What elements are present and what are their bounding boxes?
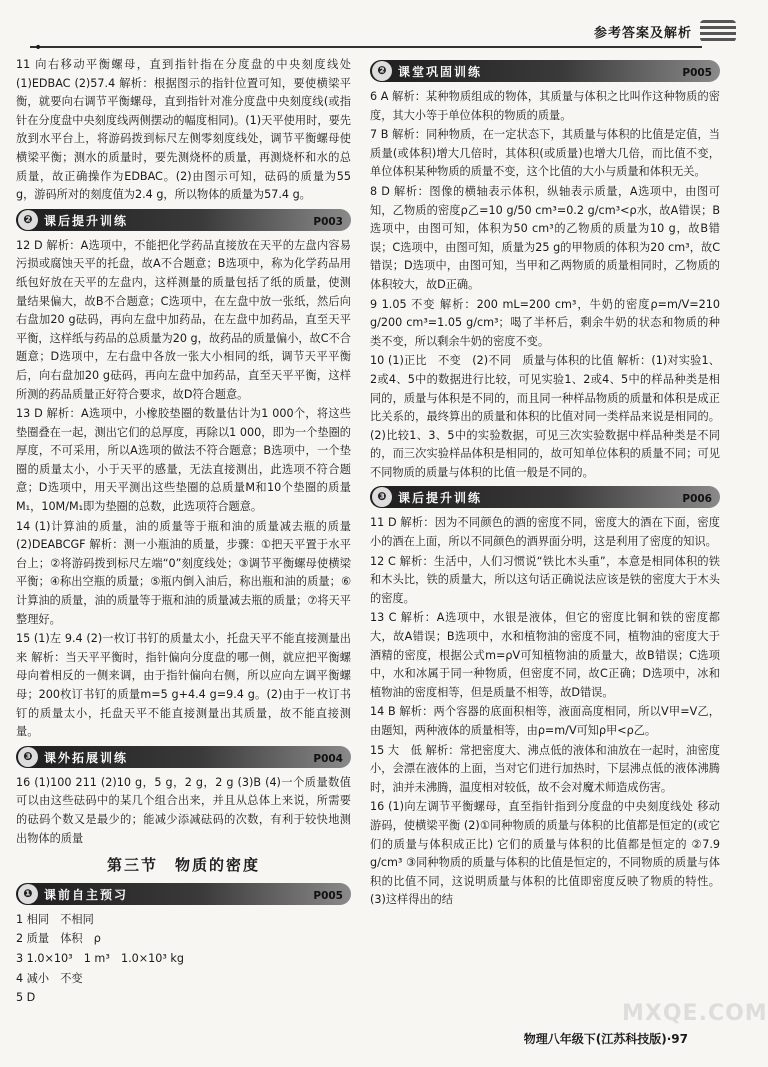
- answer-item: 14 (1)计算油的质量，油的质量等于瓶和油的质量减去瓶的质量 (2)DEABCGF 解析：测一小瓶油的质量，步骤：①把天平置于水平台上；②将游码拨到标尺左端“0”刻度线处；③调节平衡螺母使横梁平衡；④称出空瓶的质量；⑤瓶内倒入油后，称出瓶和油的质量；⑥计算油的质量，油的质量等于瓶和油的质量减去瓶的质量；⑦将天平整理好。: [16, 519, 351, 626]
- section-number-icon: ❶: [18, 884, 38, 904]
- section-band-page: P003: [313, 215, 343, 228]
- section-band-label: 课后提升训练: [44, 213, 129, 228]
- answer-item: 10 (1)正比 不变 (2)不同 质量与体积的比值 解析：(1)对实验1、2或4、5中的数据进行比较，可见实验1、2或4、5中的样品种类是相同的，质量与体积是不同的，而且同一种样品物质的质量和体积是成正比关系的，最终算出的质量和体积的比值对同一类样品来说是相同的。(2)比较1、3、5中的实验数据，可见三次实验数据中样品种类是不同的，而三次实验样品体积是相同的，故可知单位体积的质量不同；可见不同物质的质量与体积的比值一般是不同的。: [370, 354, 720, 479]
- section-band-page: P006: [682, 493, 712, 506]
- section-band-label: 课前自主预习: [44, 887, 129, 902]
- header-rule: [30, 46, 702, 48]
- section-band: [16, 746, 351, 768]
- answer-item: 11 向右移动平衡螺母，直到指针指在分度盘的中央刻度线处 (1)EDBAC (2)57.4 解析：根据图示的指针位置可知，要使横梁平衡，就要向右调节平衡螺母，直到指针对准分度盘中央刻度线(或指针在分度盘中央刻度线两侧摆动的幅度相同)。(1)天平使用时，要先放到水平台上，将游码拨到标尺左侧零刻度线处，调节平衡螺母使横梁平衡；测水的质量时，要先测烧杯的质量，再测烧杯和水的总质量，故正确操作为EDBAC。(2)由图示可知，砝码的质量为55 g，游码所对的刻度值为2.4 g，所以物体的质量为57.4 g。: [16, 58, 351, 202]
- answer-item: 15 大 低 解析：常把密度大、沸点低的液体和油放在一起时，油密度小，会漂在液体的上面，当对它们进行加热时，下层沸点低的液体沸腾时，油并未沸腾，温度相对较低，故不会对魔术师造成伤害。: [370, 743, 720, 794]
- section-number-icon: ❷: [18, 210, 38, 230]
- section-band-label: 课外拓展训练: [44, 750, 129, 765]
- left-column: [16, 56, 351, 1009]
- section-band: [16, 883, 351, 905]
- section-number-icon: ❷: [372, 61, 392, 81]
- answer-item: 2 质量 体积 ρ: [16, 932, 101, 946]
- section-band-label: 课堂巩固训练: [398, 65, 483, 79]
- section-band: [370, 486, 720, 508]
- page-header-title: 参考答案及解析: [593, 26, 692, 41]
- answer-item: 16 (1)100 211 (2)10 g，5 g，2 g，2 g (3)B (4)一个质量数值可以由这些砝码中的某几个组合出来，并且从总体上来说，所需要的砝码个数又是最少的；能减少添减砝码的次数，有利于较快地测出物体的质量: [16, 775, 351, 845]
- section-title: 第三节 物质的密度: [106, 856, 260, 875]
- section-band-label: 课后提升训练: [398, 491, 483, 506]
- answer-item: 12 D 解析：A选项中，不能把化学药品直接放在天平的左盘内容易污损或腐蚀天平的托盘，故A不合题意；B选项中，称为化学药品用纸包好放在天平的左盘内，这样测量的质量包括了纸的质量，使测量结果偏大，故B不合题意；C选项中，在左盘中放一张纸，然后向右盘加20 g砝码，再向左盘中加药品，在左盘中加药品，直至天平平衡，这样纸与药品的总质量为20 g，故药品的质量偏小，故C不合题意；D选项中，左右盘中各放一张大小相同的纸，调节天平平衡后，向右盘加20 g砝码，再向左盘中加药品，直至天平平衡，这样所测的药品质量正好符合要求，故D符合题意。: [16, 238, 351, 401]
- answer-item: 7 B 解析：同种物质，在一定状态下，其质量与体积的比值是定值，当质量(或体积)增大几倍时，其体积(或质量)也增大几倍，而比值不变，单位体积某种物质的质量不变，这个比值的大小与质量和体积无关。: [370, 128, 720, 179]
- answer-item: 15 (1)左 9.4 (2)一枚订书钉的质量太小，托盘天平不能直接测量出来 解析：当天平平衡时，指针偏向分度盘的哪一侧，就应把平衡螺母向着相反的一侧来调，由于指针偏向右侧，所以应向左调平衡螺母；200枚订书钉的质量m=5 g+4.4 g=9.4 g。(2)由于一枚订书钉的质量太小，托盘天平不能直接测量出其质量，故不能直接测量。: [16, 632, 351, 739]
- header-stripes-decoration: [700, 20, 736, 42]
- answer-item: 5 D: [16, 991, 36, 1005]
- section-band-page: P005: [682, 67, 712, 79]
- watermark-logo: MXQE.COM: [622, 1001, 768, 1026]
- answer-item: 8 D 解析：图像的横轴表示体积，纵轴表示质量，A选项中，由图可知，乙物质的密度ρ乙=10 g/50 cm³=0.2 g/cm³<ρ水，故A错误；B选项中，由图可知，体积为50 cm³的乙物质的质量为10 g，故B错误；C选项中，由图可知，质量为25 g的甲物质的体积为20 cm³，故C错误；D选项中，由图可知，当甲和乙两物质的质量相同时，乙物质的体积较大，故D正确。: [370, 184, 720, 291]
- section-band: [16, 209, 351, 231]
- answer-item: 6 A 解析：某种物质组成的物体，其质量与体积之比叫作这种物质的密度，其大小等于单位体积的物质的质量。: [370, 90, 720, 122]
- answer-item: 13 C 解析：A选项中，水银是液体，但它的密度比铜和铁的密度都大，故A错误；B选项中，水和植物油的密度不同，植物油的密度大于酒精的密度，根据公式m=ρV可知植物油的质量大，故B错误；C选项中，水和冰属于同一种物质，但密度不同，故C正确；D选项中，冰和植物油的密度相等，但是质量不相等，故D错误。: [370, 611, 720, 699]
- answer-item: 4 减小 不变: [16, 971, 83, 985]
- corner-dot: •: [34, 40, 43, 56]
- answer-item: 9 1.05 不变 解析：200 mL=200 cm³，牛奶的密度ρ=m/V=210 g/200 cm³=1.05 g/cm³；喝了半杯后，剩余牛奶的状态和物质的种类不变，所以剩余牛奶的密度不变。: [370, 297, 720, 348]
- answer-item: 12 C 解析：生活中，人们习惯说“铁比木头重”，本意是相同体积的铁和木头比，铁的质量大，所以这句话正确说法应该是铁的密度大于木头的密度。: [370, 554, 720, 605]
- page-footer: 物理八年级下(江苏科技版)·97: [523, 1032, 688, 1046]
- answer-item: 3 1.0×10³ 1 m³ 1.0×10³ kg: [16, 951, 185, 965]
- answer-item: 14 B 解析：两个容器的底面积相等，液面高度相同，所以V甲=V乙，由题知，两种液体的质量相等，由ρ=m/V可知ρ甲<ρ乙。: [370, 705, 720, 737]
- section-number-icon: ❸: [372, 487, 392, 507]
- section-band-page: P004: [313, 752, 343, 765]
- answer-item: 11 D 解析：因为不同颜色的酒的密度不同，密度大的酒在下面，密度小的酒在上面，所以不同颜色的酒界面分明，这是利用了密度的知识。: [370, 516, 720, 549]
- section-number-icon: ❸: [18, 747, 38, 767]
- right-column: [370, 56, 720, 911]
- answer-item: 13 D 解析：A选项中，小橡胶垫圈的数量估计为1 000个，将这些垫圈叠在一起，测出它们的总厚度，再除以1 000，即为一个垫圈的厚度，不可采用，所以A选项的做法不符合题意；B选项中，一个垫圈的质量太小，小于天平的感量，无法直接测出，此选项不符合题意；D选项中，用天平测出这些垫圈的总质量M和10个垫圈的质量M₁，10M/M₁即为垫圈的总数，此选项符合题意。: [16, 407, 351, 514]
- section-band-page: P005: [313, 889, 343, 902]
- section-band: [370, 60, 720, 82]
- answer-item: 16 (1)向左调节平衡螺母，直至指针指到分度盘的中央刻度线处 移动游码，使横梁平衡 (2)①同种物质的质量与体积的比值都是恒定的(或它们的质量与体积成正比) 它们的质量与体积的比值都是恒定的 ②7.9 g/cm³ ③同种物质的质量与体积的比值是恒定的，不同物质的质量与体积的比值不同，这说明质量与体积的比值即密度反映了物质的特性。(3)这样得出的结: [370, 800, 720, 907]
- answer-item: 1 相同 不相同: [16, 912, 94, 926]
